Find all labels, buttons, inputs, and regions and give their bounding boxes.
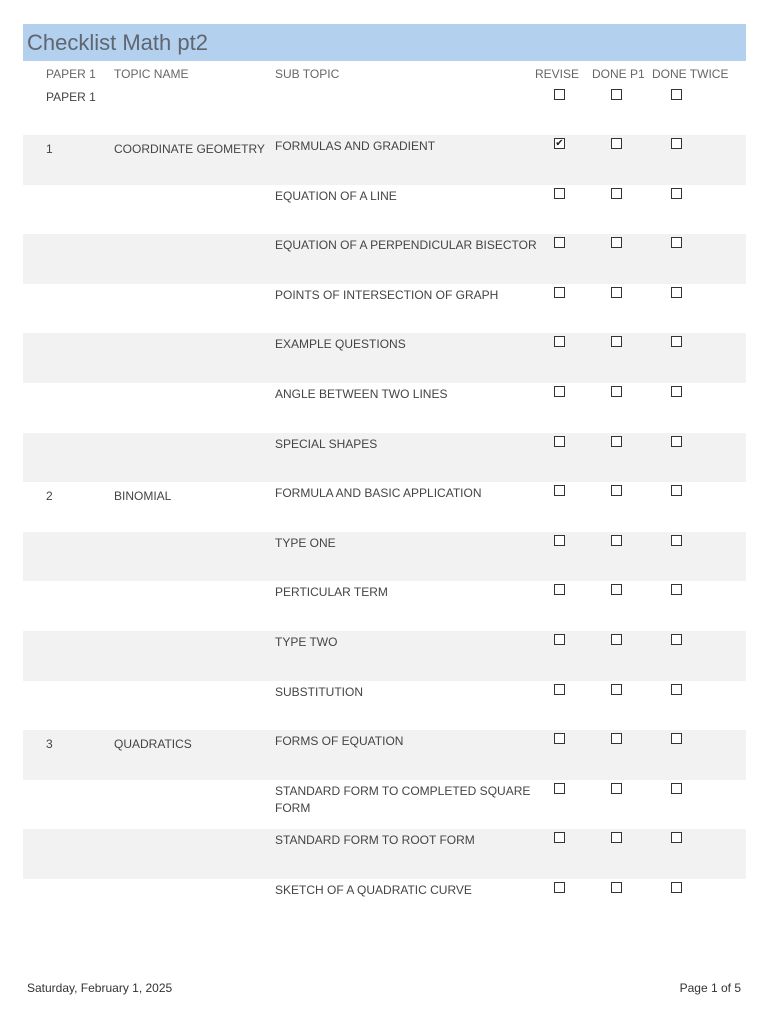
checkbox-revise[interactable] [554,832,565,843]
topic-number: 2 [46,489,53,504]
checkbox-revise[interactable]: ✔ [555,138,564,149]
checkbox-done-twice[interactable] [671,386,682,397]
checkbox-done-p1[interactable] [611,783,622,794]
table-row [23,135,746,185]
checkbox-done-p1[interactable] [611,188,622,199]
table-row [23,433,746,483]
sub-topic: STANDARD FORM TO COMPLETED SQUARE FORM [275,783,531,815]
table-row [23,482,746,532]
topic-name: BINOMIAL [114,489,172,504]
checkbox-revise[interactable] [554,882,565,893]
sub-topic: TYPE TWO [275,634,338,649]
sub-topic: EXAMPLE QUESTIONS [275,337,406,352]
table-row [23,333,746,383]
topic-name: COORDINATE GEOMETRY [114,142,265,156]
sub-topic: TYPE ONE [275,535,336,550]
checkbox-done-p1[interactable] [611,634,622,645]
checkbox-done-p1[interactable] [611,237,622,248]
column-header-row [23,67,746,85]
table-row [23,730,746,780]
table-row [23,879,746,929]
checkbox-done-twice[interactable] [671,832,682,843]
checkbox-paper-revise[interactable] [554,89,565,100]
sub-topic: EQUATION OF A LINE [275,188,397,203]
checkbox-revise[interactable] [554,237,565,248]
checkbox-done-twice[interactable] [671,485,682,496]
checklist-table [23,135,746,929]
checkbox-done-twice[interactable] [671,138,682,149]
checkbox-done-p1[interactable] [611,832,622,843]
checkbox-done-twice[interactable] [671,436,682,447]
checkbox-revise[interactable] [554,783,565,794]
table-row [23,532,746,582]
sub-topic: SKETCH OF A QUADRATIC CURVE [275,882,472,897]
checkbox-done-p1[interactable] [611,584,622,595]
checkbox-revise[interactable] [554,584,565,595]
paper-row [23,86,746,135]
sub-topic: SPECIAL SHAPES [275,436,378,451]
table-row [23,284,746,334]
sub-topic: POINTS OF INTERSECTION OF GRAPH [275,287,499,302]
checkbox-done-twice[interactable] [671,287,682,298]
table-row [23,581,746,631]
table-row [23,829,746,879]
checkbox-done-twice[interactable] [671,237,682,248]
footer-page-number: Page 1 of 5 [679,981,741,995]
topic-number: 1 [46,142,53,156]
checkbox-done-twice[interactable] [671,634,682,645]
checkbox-done-twice[interactable] [671,535,682,546]
checkbox-revise[interactable] [554,188,565,199]
table-row [23,383,746,433]
sub-topic: PERTICULAR TERM [275,585,388,600]
header-paper: PAPER 1 [46,67,96,81]
paper-label: PAPER 1 [46,90,96,104]
checkbox-done-twice[interactable] [671,684,682,695]
header-sub-topic: SUB TOPIC [275,67,340,81]
checkbox-paper-done-p1[interactable] [611,89,622,100]
checkbox-done-twice[interactable] [671,783,682,794]
checkbox-done-p1[interactable] [611,287,622,298]
checkbox-done-p1[interactable] [611,436,622,447]
checkbox-done-p1[interactable] [611,138,622,149]
title-bar [23,24,746,61]
sub-topic: STANDARD FORM TO ROOT FORM [275,833,475,848]
checkbox-done-twice[interactable] [671,188,682,199]
sub-topic: SUBSTITUTION [275,684,364,699]
sub-topic: FORMS OF EQUATION [275,734,404,749]
sub-topic: FORMULA AND BASIC APPLICATION [275,486,482,501]
footer-date: Saturday, February 1, 2025 [27,981,173,995]
checkbox-paper-done-twice[interactable] [671,89,682,100]
checkbox-done-twice[interactable] [671,584,682,595]
sub-topic: EQUATION OF A PERPENDICULAR BISECTOR [275,238,537,253]
checkbox-done-twice[interactable] [671,733,682,744]
header-revise: REVISE [535,67,580,81]
checkbox-done-p1[interactable] [611,684,622,695]
checkbox-revise[interactable] [554,336,565,347]
checkbox-done-p1[interactable] [611,386,622,397]
sub-topic: FORMULAS AND GRADIENT [275,139,436,153]
topic-number: 3 [46,737,53,752]
checkbox-done-p1[interactable] [611,336,622,347]
checkbox-revise[interactable] [554,436,565,447]
checkbox-done-p1[interactable] [611,485,622,496]
checkbox-revise[interactable] [554,684,565,695]
checkbox-revise[interactable] [554,287,565,298]
checkbox-done-p1[interactable] [611,882,622,893]
table-row [23,681,746,731]
checkbox-revise[interactable] [554,535,565,546]
table-row [23,234,746,284]
checkbox-revise[interactable] [554,386,565,397]
header-done-twice: DONE TWICE [652,67,729,81]
checkbox-revise[interactable] [554,733,565,744]
checkbox-done-p1[interactable] [611,733,622,744]
checkbox-revise[interactable] [554,485,565,496]
checkbox-revise[interactable] [554,634,565,645]
page-title: Checklist Math pt2 [27,30,208,55]
header-done-p1: DONE P1 [592,67,645,81]
checkbox-done-p1[interactable] [611,535,622,546]
topic-name: QUADRATICS [114,737,192,752]
table-row [23,631,746,681]
header-topic-name: TOPIC NAME [114,67,189,81]
table-row [23,780,746,830]
table-row [23,185,746,235]
checkbox-done-twice[interactable] [671,336,682,347]
checkbox-done-twice[interactable] [671,882,682,893]
sub-topic: ANGLE BETWEEN TWO LINES [275,386,448,401]
